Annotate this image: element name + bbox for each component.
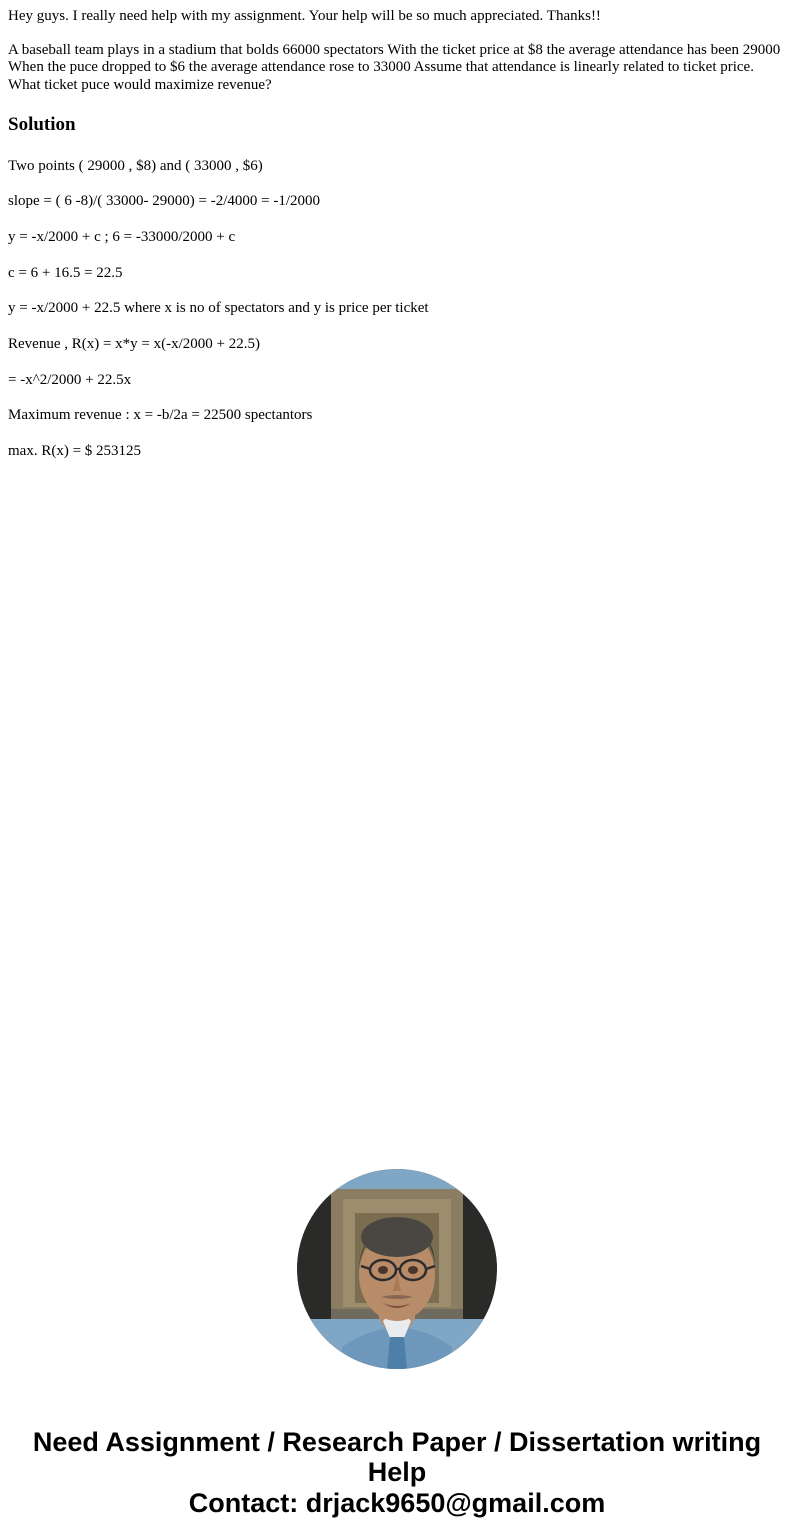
solution-step: = -x^2/2000 + 22.5x (8, 371, 132, 388)
solution-step: c = 6 + 16.5 = 22.5 (8, 264, 123, 281)
solution-step: Two points ( 29000 , $8) and ( 33000 , $6) (8, 157, 263, 174)
profile-photo-container (8, 1169, 786, 1369)
solution-step: y = -x/2000 + c ; 6 = -33000/2000 + c (8, 229, 236, 246)
solution-steps (8, 158, 786, 461)
footer-headline-line-1: Need Assignment / Research Paper / Dissertation (32, 1426, 666, 1457)
intro-paragraph: Hey guys. I really need help with my assignment. Your help will be so much appreciated. Thanks!! (8, 8, 601, 24)
footer-contact-block (8, 1427, 786, 1519)
solution-step: Revenue , R(x) = x*y = x(-x/2000 + 22.5) (8, 336, 261, 353)
portrait-photo-icon (297, 1169, 497, 1369)
footer-headline-line-2: writing Help (367, 1426, 762, 1488)
solution-step: y = -x/2000 + 22.5 where x is no of spectators and y is price per ticket (8, 300, 429, 317)
solution-step: max. R(x) = $ 253125 (8, 443, 142, 460)
footer-headline (8, 1427, 786, 1487)
solution-heading: Solution (8, 113, 76, 135)
problem-statement: A baseball team plays in a stadium that bolds 66000 spectators With the ticket price at $8 the average attendance has been 29000 When the puce dropped to $6 the average attendance rose to 33000 Assume that attendance is linearly related to ticket price. What ticket puce would maximize revenue? (8, 41, 781, 94)
solution-step: Maximum revenue : x = -b/2a = 22500 spectantors (8, 407, 313, 424)
footer-contact-line: Contact: drjack9650@gmail.com (188, 1488, 606, 1519)
content-spacer (8, 479, 786, 1169)
avatar (297, 1169, 497, 1369)
solution-step: slope = ( 6 -8)/( 33000- 29000) = -2/4000 = -1/2000 (8, 193, 321, 210)
